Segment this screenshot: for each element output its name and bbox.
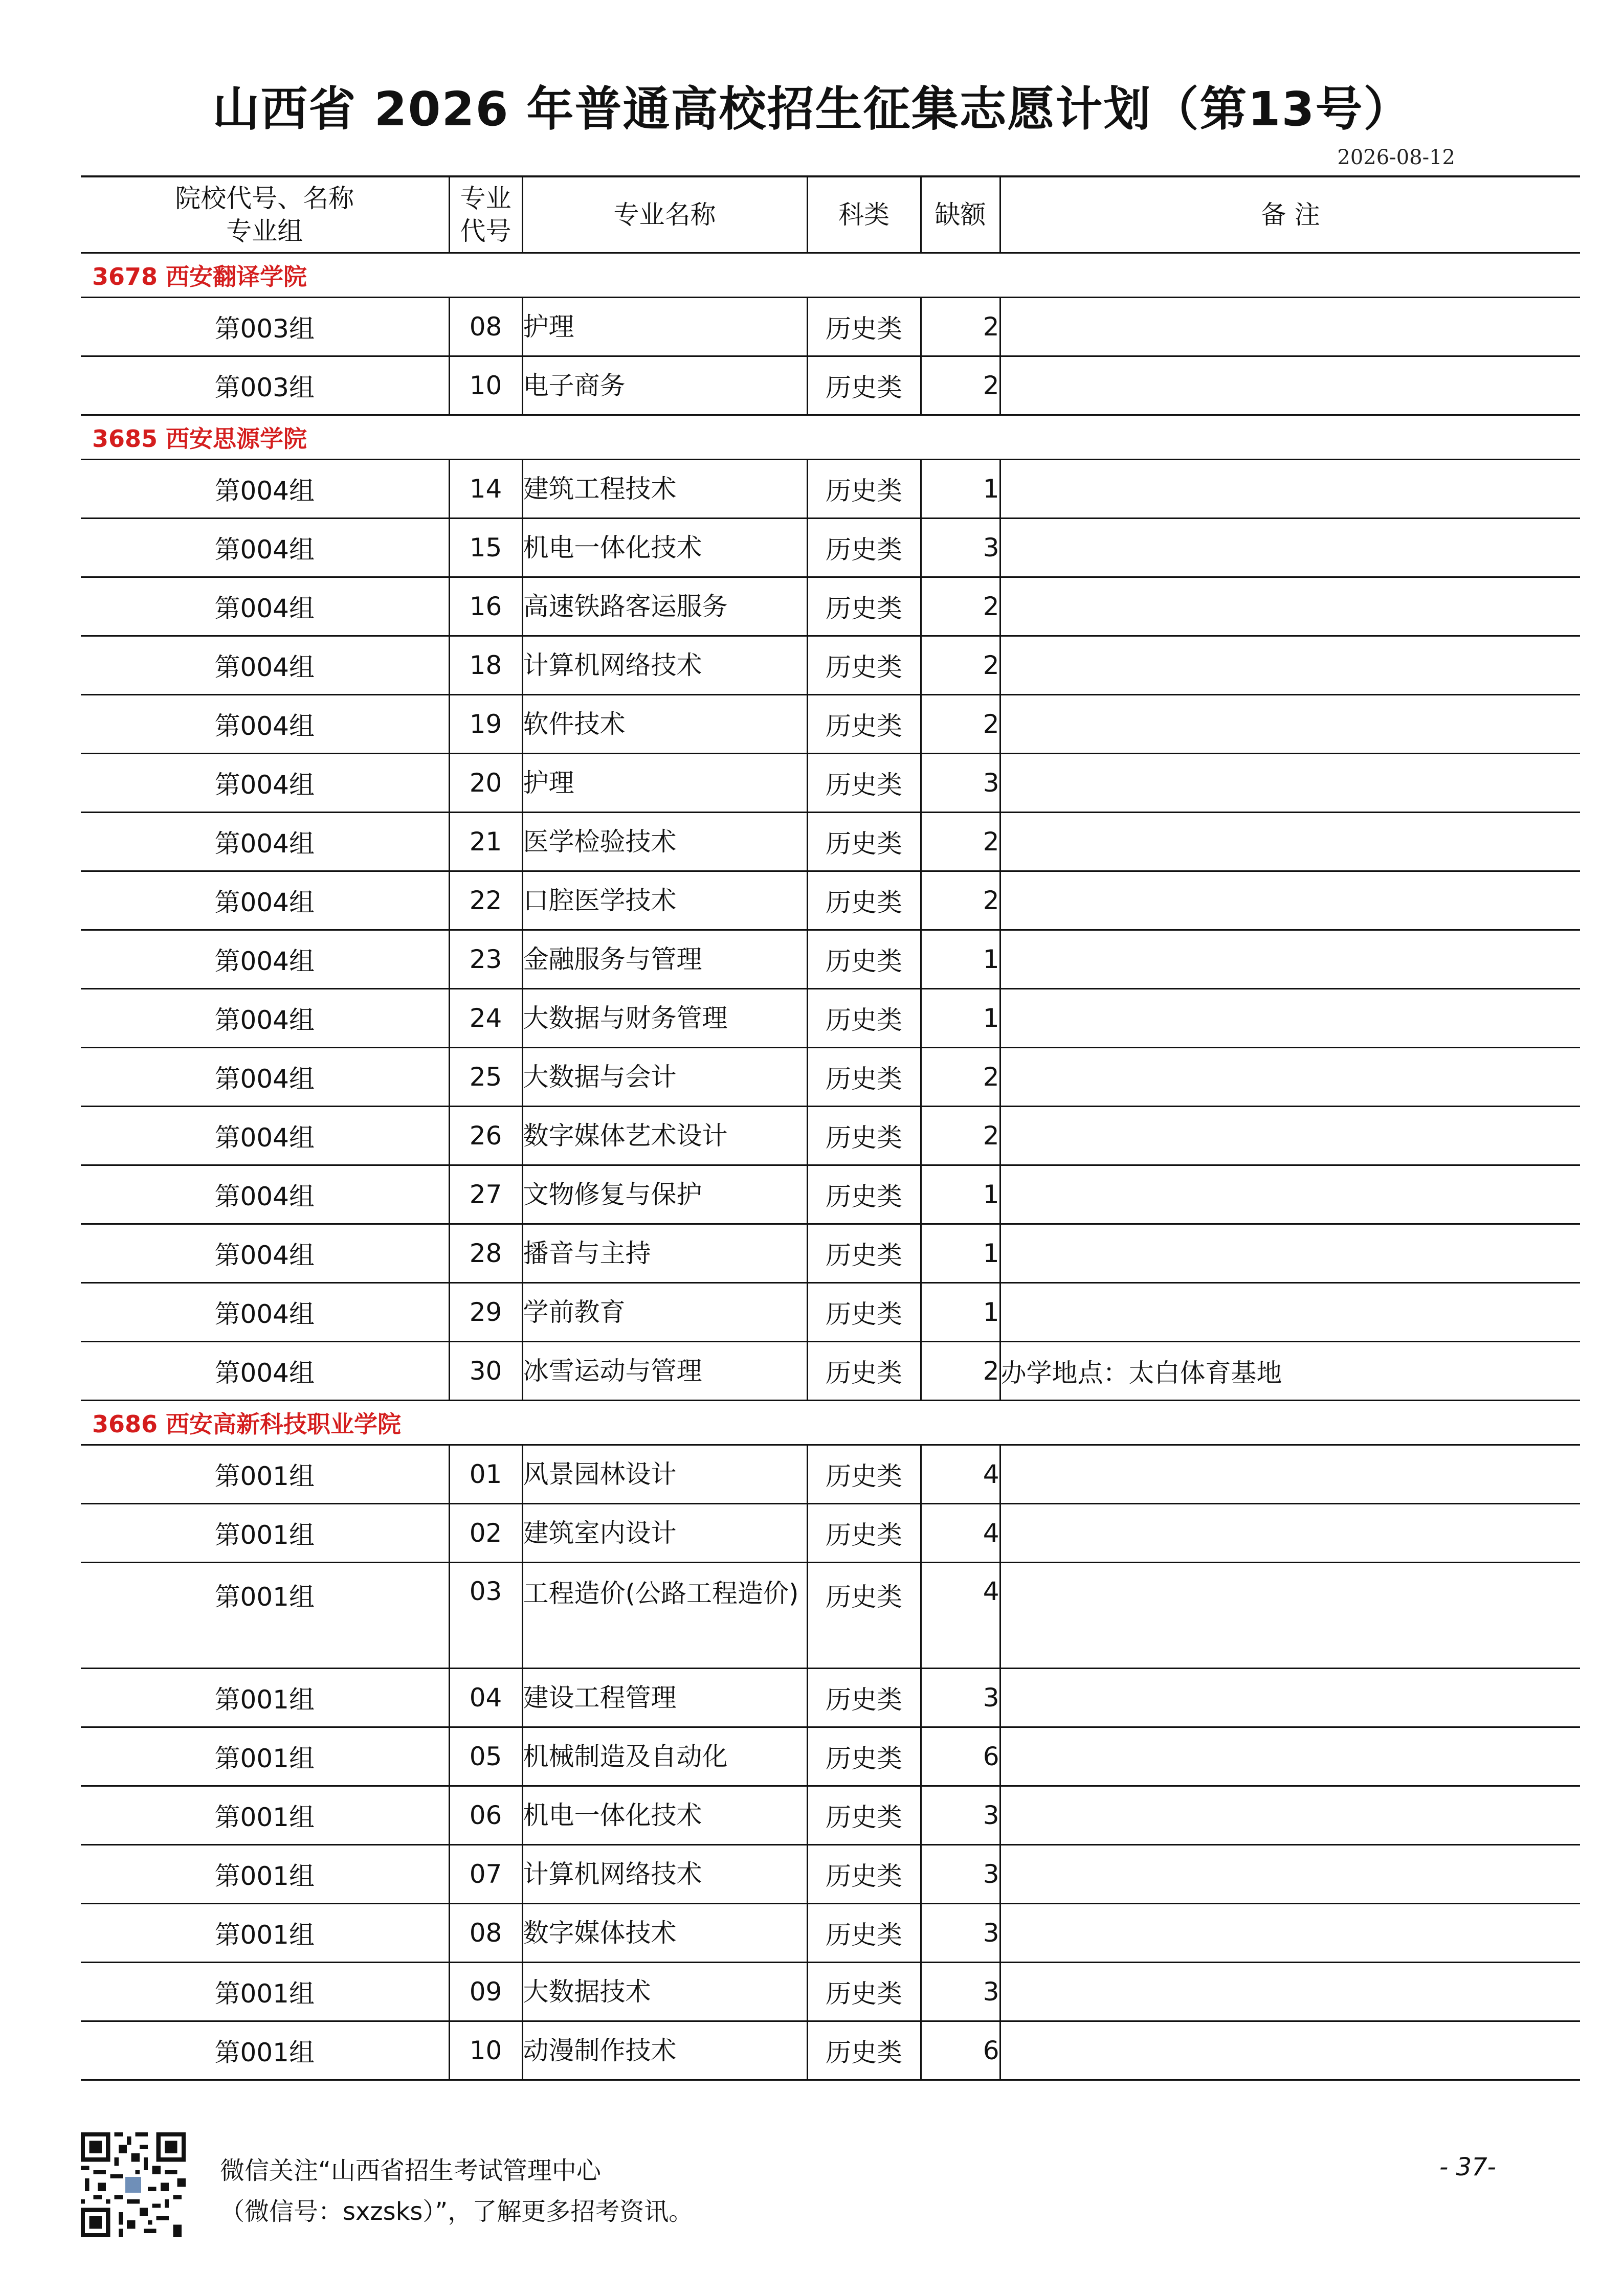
code-cell: 09 bbox=[449, 1963, 522, 2021]
category-cell: 历史类 bbox=[807, 1445, 921, 1504]
code-cell: 27 bbox=[449, 1165, 522, 1224]
group-cell: 第004组 bbox=[81, 519, 449, 577]
quota-cell: 1 bbox=[921, 930, 1000, 989]
table-row bbox=[81, 1669, 1580, 1727]
major-cell: 建筑室内设计 bbox=[522, 1504, 807, 1563]
group-cell: 第001组 bbox=[81, 1504, 449, 1563]
page-number: - 37- bbox=[1439, 2153, 1496, 2181]
table-row bbox=[81, 356, 1580, 415]
code-cell: 01 bbox=[449, 1445, 522, 1504]
major-cell: 建设工程管理 bbox=[522, 1669, 807, 1727]
note-cell bbox=[1000, 1845, 1580, 1904]
code-cell: 08 bbox=[449, 1904, 522, 1963]
code-cell: 16 bbox=[449, 577, 522, 636]
note-cell: 办学地点：太白体育基地 bbox=[1000, 1342, 1580, 1401]
category-cell: 历史类 bbox=[807, 813, 921, 871]
table-row bbox=[81, 519, 1580, 577]
code-cell: 26 bbox=[449, 1107, 522, 1165]
category-cell: 历史类 bbox=[807, 1904, 921, 1963]
table-row bbox=[81, 1107, 1580, 1165]
school-name: 3678 西安翻译学院 bbox=[81, 253, 1580, 298]
table-row bbox=[81, 695, 1580, 754]
plan-table-body bbox=[81, 253, 1580, 2080]
group-cell: 第001组 bbox=[81, 2021, 449, 2080]
quota-cell: 2 bbox=[921, 577, 1000, 636]
table-row bbox=[81, 1563, 1580, 1669]
major-cell: 护理 bbox=[522, 298, 807, 356]
header-quota: 缺额 bbox=[921, 176, 1000, 253]
category-cell: 历史类 bbox=[807, 460, 921, 519]
quota-cell: 3 bbox=[921, 1786, 1000, 1845]
table-row bbox=[81, 298, 1580, 356]
major-cell: 机电一体化技术 bbox=[522, 519, 807, 577]
code-cell: 10 bbox=[449, 356, 522, 415]
group-cell: 第004组 bbox=[81, 1283, 449, 1342]
note-cell bbox=[1000, 1786, 1580, 1845]
code-cell: 30 bbox=[449, 1342, 522, 1401]
group-cell: 第004组 bbox=[81, 871, 449, 930]
major-cell: 高速铁路客运服务 bbox=[522, 577, 807, 636]
category-cell: 历史类 bbox=[807, 356, 921, 415]
group-cell: 第004组 bbox=[81, 989, 449, 1048]
major-cell: 金融服务与管理 bbox=[522, 930, 807, 989]
header-note: 备 注 bbox=[1000, 176, 1580, 253]
code-cell: 24 bbox=[449, 989, 522, 1048]
header-code bbox=[449, 176, 522, 253]
quota-cell: 3 bbox=[921, 1669, 1000, 1727]
note-cell bbox=[1000, 1727, 1580, 1786]
major-cell: 电子商务 bbox=[522, 356, 807, 415]
code-cell: 21 bbox=[449, 813, 522, 871]
group-cell: 第004组 bbox=[81, 636, 449, 695]
code-cell: 05 bbox=[449, 1727, 522, 1786]
note-cell bbox=[1000, 1563, 1580, 1669]
quota-cell: 3 bbox=[921, 519, 1000, 577]
quota-cell: 1 bbox=[921, 1224, 1000, 1283]
table-row bbox=[81, 1963, 1580, 2021]
major-cell: 计算机网络技术 bbox=[522, 636, 807, 695]
footer-line2: （微信号：sxzsks）”，了解更多招考资讯。 bbox=[220, 2197, 694, 2226]
code-cell: 10 bbox=[449, 2021, 522, 2080]
quota-cell: 2 bbox=[921, 356, 1000, 415]
group-cell: 第001组 bbox=[81, 1669, 449, 1727]
note-cell bbox=[1000, 356, 1580, 415]
footer-wechat-note bbox=[220, 2150, 693, 2232]
category-cell: 历史类 bbox=[807, 1283, 921, 1342]
group-cell: 第004组 bbox=[81, 930, 449, 989]
table-row bbox=[81, 2021, 1580, 2080]
school-row bbox=[81, 253, 1580, 298]
category-cell: 历史类 bbox=[807, 2021, 921, 2080]
note-cell bbox=[1000, 1107, 1580, 1165]
group-cell: 第004组 bbox=[81, 813, 449, 871]
school-name: 3686 西安高新科技职业学院 bbox=[81, 1401, 1580, 1445]
table-row bbox=[81, 577, 1580, 636]
category-cell: 历史类 bbox=[807, 1963, 921, 2021]
major-cell: 风景园林设计 bbox=[522, 1445, 807, 1504]
major-cell: 计算机网络技术 bbox=[522, 1845, 807, 1904]
table-row bbox=[81, 636, 1580, 695]
note-cell bbox=[1000, 298, 1580, 356]
table-row bbox=[81, 1727, 1580, 1786]
major-cell: 大数据与会计 bbox=[522, 1048, 807, 1107]
quota-cell: 1 bbox=[921, 1165, 1000, 1224]
note-cell bbox=[1000, 989, 1580, 1048]
code-cell: 14 bbox=[449, 460, 522, 519]
quota-cell: 3 bbox=[921, 754, 1000, 813]
quota-cell: 2 bbox=[921, 695, 1000, 754]
footer-line1: 微信关注“山西省招生考试管理中心 bbox=[220, 2156, 601, 2185]
code-cell: 08 bbox=[449, 298, 522, 356]
major-cell: 数字媒体艺术设计 bbox=[522, 1107, 807, 1165]
quota-cell: 2 bbox=[921, 871, 1000, 930]
category-cell: 历史类 bbox=[807, 1504, 921, 1563]
group-cell: 第004组 bbox=[81, 577, 449, 636]
table-row bbox=[81, 1224, 1580, 1283]
quota-cell: 4 bbox=[921, 1563, 1000, 1669]
code-cell: 23 bbox=[449, 930, 522, 989]
code-cell: 06 bbox=[449, 1786, 522, 1845]
major-cell: 护理 bbox=[522, 754, 807, 813]
code-cell: 29 bbox=[449, 1283, 522, 1342]
category-cell: 历史类 bbox=[807, 871, 921, 930]
quota-cell: 4 bbox=[921, 1445, 1000, 1504]
note-cell bbox=[1000, 636, 1580, 695]
note-cell bbox=[1000, 1504, 1580, 1563]
category-cell: 历史类 bbox=[807, 1107, 921, 1165]
note-cell bbox=[1000, 1963, 1580, 2021]
category-cell: 历史类 bbox=[807, 1048, 921, 1107]
group-cell: 第001组 bbox=[81, 1445, 449, 1504]
code-cell: 03 bbox=[449, 1563, 522, 1669]
note-cell bbox=[1000, 813, 1580, 871]
quota-cell: 6 bbox=[921, 2021, 1000, 2080]
quota-cell: 2 bbox=[921, 813, 1000, 871]
category-cell: 历史类 bbox=[807, 754, 921, 813]
page-title: 山西省 2026 年普通高校招生征集志愿计划（第13号） bbox=[212, 82, 1412, 137]
code-cell: 04 bbox=[449, 1669, 522, 1727]
category-cell: 历史类 bbox=[807, 1669, 921, 1727]
code-cell: 18 bbox=[449, 636, 522, 695]
note-cell bbox=[1000, 871, 1580, 930]
category-cell: 历史类 bbox=[807, 519, 921, 577]
category-cell: 历史类 bbox=[807, 989, 921, 1048]
table-row bbox=[81, 1283, 1580, 1342]
quota-cell: 3 bbox=[921, 1963, 1000, 2021]
table-row bbox=[81, 930, 1580, 989]
code-cell: 07 bbox=[449, 1845, 522, 1904]
group-cell: 第004组 bbox=[81, 1107, 449, 1165]
table-row bbox=[81, 754, 1580, 813]
category-cell: 历史类 bbox=[807, 298, 921, 356]
major-cell: 口腔医学技术 bbox=[522, 871, 807, 930]
note-cell bbox=[1000, 2021, 1580, 2080]
major-cell: 播音与主持 bbox=[522, 1224, 807, 1283]
category-cell: 历史类 bbox=[807, 1224, 921, 1283]
quota-cell: 2 bbox=[921, 1048, 1000, 1107]
category-cell: 历史类 bbox=[807, 930, 921, 989]
group-cell: 第001组 bbox=[81, 1963, 449, 2021]
group-cell: 第001组 bbox=[81, 1845, 449, 1904]
quota-cell: 2 bbox=[921, 1107, 1000, 1165]
note-cell bbox=[1000, 695, 1580, 754]
table-row bbox=[81, 1165, 1580, 1224]
category-cell: 历史类 bbox=[807, 1786, 921, 1845]
table-row bbox=[81, 1845, 1580, 1904]
category-cell: 历史类 bbox=[807, 1342, 921, 1401]
table-row bbox=[81, 1445, 1580, 1504]
major-cell: 数字媒体技术 bbox=[522, 1904, 807, 1963]
table-row bbox=[81, 460, 1580, 519]
table-row bbox=[81, 1048, 1580, 1107]
major-cell: 机械制造及自动化 bbox=[522, 1727, 807, 1786]
code-cell: 25 bbox=[449, 1048, 522, 1107]
code-cell: 15 bbox=[449, 519, 522, 577]
table-row bbox=[81, 1342, 1580, 1401]
note-cell bbox=[1000, 1224, 1580, 1283]
header-code-line2: 代号 bbox=[460, 216, 511, 246]
quota-cell: 1 bbox=[921, 460, 1000, 519]
group-cell: 第001组 bbox=[81, 1727, 449, 1786]
group-cell: 第004组 bbox=[81, 1342, 449, 1401]
code-cell: 28 bbox=[449, 1224, 522, 1283]
table-row bbox=[81, 871, 1580, 930]
header-school-line2: 专业组 bbox=[226, 216, 303, 246]
major-cell: 建筑工程技术 bbox=[522, 460, 807, 519]
code-cell: 22 bbox=[449, 871, 522, 930]
table-row bbox=[81, 1904, 1580, 1963]
note-cell bbox=[1000, 930, 1580, 989]
major-cell: 医学检验技术 bbox=[522, 813, 807, 871]
header-category: 科类 bbox=[807, 176, 921, 253]
group-cell: 第001组 bbox=[81, 1904, 449, 1963]
category-cell: 历史类 bbox=[807, 1727, 921, 1786]
major-cell: 大数据与财务管理 bbox=[522, 989, 807, 1048]
group-cell: 第004组 bbox=[81, 695, 449, 754]
group-cell: 第004组 bbox=[81, 1048, 449, 1107]
header-major: 专业名称 bbox=[522, 176, 807, 253]
major-cell: 工程造价(公路工程造价) bbox=[522, 1563, 807, 1669]
header-school-line1: 院校代号、名称 bbox=[175, 184, 354, 213]
quota-cell: 1 bbox=[921, 989, 1000, 1048]
table-row bbox=[81, 1786, 1580, 1845]
major-cell: 机电一体化技术 bbox=[522, 1786, 807, 1845]
major-cell: 软件技术 bbox=[522, 695, 807, 754]
quota-cell: 1 bbox=[921, 1283, 1000, 1342]
quota-cell: 6 bbox=[921, 1727, 1000, 1786]
major-cell: 冰雪运动与管理 bbox=[522, 1342, 807, 1401]
qr-code-icon bbox=[81, 2132, 186, 2237]
category-cell: 历史类 bbox=[807, 636, 921, 695]
major-cell: 大数据技术 bbox=[522, 1963, 807, 2021]
note-cell bbox=[1000, 1445, 1580, 1504]
major-cell: 学前教育 bbox=[522, 1283, 807, 1342]
note-cell bbox=[1000, 1669, 1580, 1727]
note-cell bbox=[1000, 460, 1580, 519]
table-header-row bbox=[81, 176, 1580, 253]
table-row bbox=[81, 813, 1580, 871]
category-cell: 历史类 bbox=[807, 577, 921, 636]
table-row bbox=[81, 1504, 1580, 1563]
group-cell: 第003组 bbox=[81, 298, 449, 356]
group-cell: 第001组 bbox=[81, 1563, 449, 1669]
category-cell: 历史类 bbox=[807, 695, 921, 754]
header-school bbox=[81, 176, 449, 253]
code-cell: 20 bbox=[449, 754, 522, 813]
note-cell bbox=[1000, 1904, 1580, 1963]
table-row bbox=[81, 989, 1580, 1048]
category-cell: 历史类 bbox=[807, 1563, 921, 1669]
school-name: 3685 西安思源学院 bbox=[81, 415, 1580, 460]
major-cell: 文物修复与保护 bbox=[522, 1165, 807, 1224]
group-cell: 第004组 bbox=[81, 460, 449, 519]
group-cell: 第003组 bbox=[81, 356, 449, 415]
quota-cell: 4 bbox=[921, 1504, 1000, 1563]
code-cell: 19 bbox=[449, 695, 522, 754]
note-cell bbox=[1000, 1165, 1580, 1224]
note-cell bbox=[1000, 519, 1580, 577]
school-row bbox=[81, 415, 1580, 460]
note-cell bbox=[1000, 1048, 1580, 1107]
quota-cell: 3 bbox=[921, 1845, 1000, 1904]
plan-table bbox=[81, 175, 1580, 2081]
school-row bbox=[81, 1401, 1580, 1445]
note-cell bbox=[1000, 754, 1580, 813]
header-code-line1: 专业 bbox=[460, 184, 511, 213]
note-cell bbox=[1000, 577, 1580, 636]
quota-cell: 3 bbox=[921, 1904, 1000, 1963]
publish-date: 2026-08-12 bbox=[1337, 146, 1455, 169]
group-cell: 第004组 bbox=[81, 1224, 449, 1283]
quota-cell: 2 bbox=[921, 298, 1000, 356]
category-cell: 历史类 bbox=[807, 1165, 921, 1224]
group-cell: 第004组 bbox=[81, 754, 449, 813]
group-cell: 第001组 bbox=[81, 1786, 449, 1845]
group-cell: 第004组 bbox=[81, 1165, 449, 1224]
quota-cell: 2 bbox=[921, 1342, 1000, 1401]
code-cell: 02 bbox=[449, 1504, 522, 1563]
major-cell: 动漫制作技术 bbox=[522, 2021, 807, 2080]
quota-cell: 2 bbox=[921, 636, 1000, 695]
category-cell: 历史类 bbox=[807, 1845, 921, 1904]
note-cell bbox=[1000, 1283, 1580, 1342]
